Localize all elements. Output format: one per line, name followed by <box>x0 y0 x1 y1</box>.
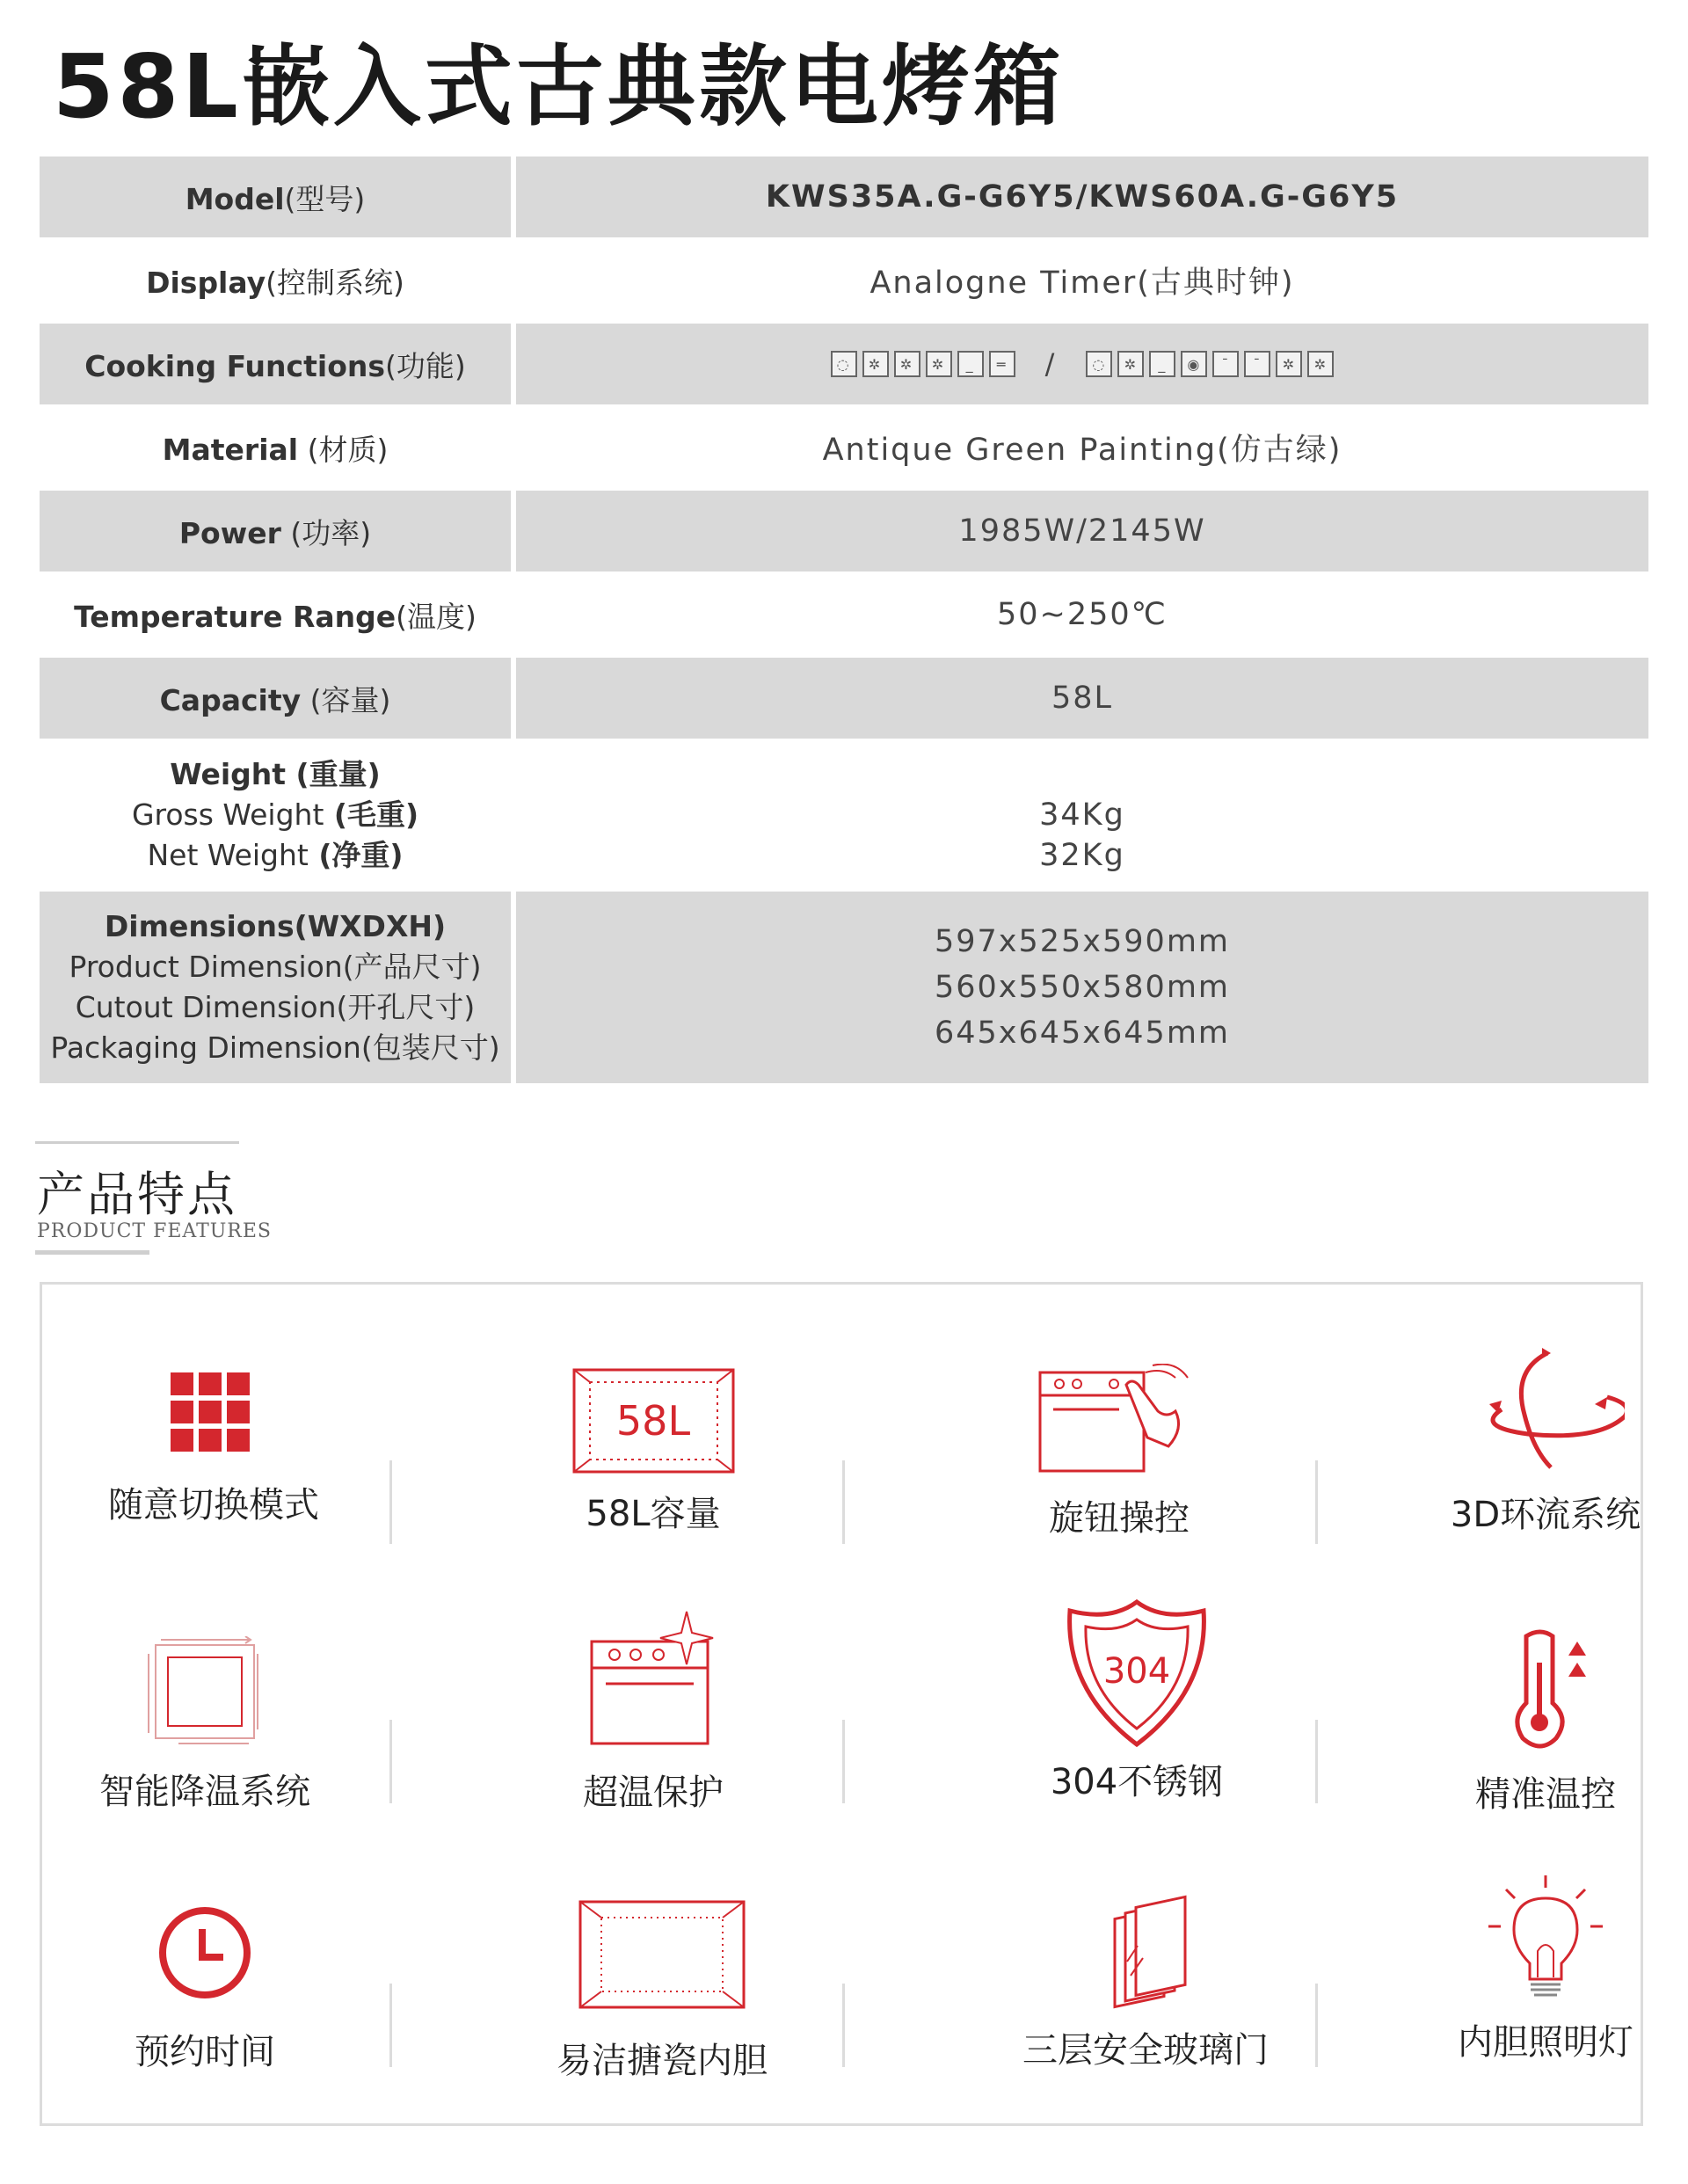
dimensions-label: Dimensions(WXDXH) Product Dimension(产品尺寸) Cutout Dimension(开孔尺寸) Packaging Dimension(包装尺寸) <box>40 892 516 1083</box>
temperature-value: 50~250℃ <box>997 597 1168 632</box>
bottom-heat-icon: _ <box>1149 351 1175 377</box>
feature-divider <box>1315 1984 1318 2067</box>
spec-row-weight <box>40 741 1648 892</box>
feature-divider <box>842 1984 845 2067</box>
functions-separator: / <box>1044 347 1057 381</box>
spec-row-model <box>40 157 1648 240</box>
display-value: Analogne Timer(古典时钟) <box>869 266 1295 301</box>
feature-divider <box>389 1720 392 1803</box>
feature-enamel: 易洁搪瓷内胆 <box>517 1900 807 2083</box>
power-value: 1985W/2145W <box>516 491 1648 571</box>
spec-row-power <box>40 491 1648 574</box>
feature-glass-door: 三层安全玻璃门 <box>1000 1891 1291 2072</box>
shield-icon <box>1062 1597 1211 1751</box>
features-panel <box>40 1282 1643 2126</box>
dimensions-value: 597x525x590mm 560x550x580mm 645x645x645mm <box>516 892 1648 1083</box>
cooking-label: Cooking Functions(功能) <box>40 324 516 404</box>
spec-row-material <box>40 407 1648 491</box>
enamel-cavity-icon <box>578 1900 746 2010</box>
top-heat-icon: ¯ <box>1212 351 1239 377</box>
model-value: KWS35A.G-G6Y5/KWS60A.G-G6Y5 <box>516 157 1648 237</box>
svg-text:304: 304 <box>1102 1651 1171 1692</box>
feature-divider <box>1315 1460 1318 1544</box>
material-label: Material (材质) <box>40 407 516 488</box>
spec-row-dimensions <box>40 892 1648 1086</box>
feature-divider <box>842 1460 845 1544</box>
feature-mode-switch: 随意切换模式 <box>69 1372 359 1527</box>
header-underline <box>35 1250 149 1255</box>
top-heat-icon: ¯ <box>1244 351 1270 377</box>
feature-precise-temp: 精准温控 <box>1401 1627 1688 1816</box>
spec-row-capacity <box>40 658 1648 741</box>
spec-row-cooking <box>40 324 1648 407</box>
weight-label: Weight (重量) Gross Weight (毛重) Net Weight (净重) <box>40 741 516 889</box>
feature-cooling: 智能降温系统 <box>60 1636 350 1814</box>
feature-knob: 旋钮操控 <box>974 1364 1264 1540</box>
fan-icon: ✲ <box>1307 351 1334 377</box>
top-bottom-heat-icon: ═ <box>989 351 1015 377</box>
header-rule <box>35 1141 239 1144</box>
features-title: 产品特点 <box>37 1167 237 1222</box>
capacity-value: 58L <box>516 658 1648 739</box>
fan-icon: ✲ <box>1117 351 1144 377</box>
capacity-box-icon <box>572 1368 735 1474</box>
feature-lamp: 内胆照明灯 <box>1401 1874 1688 2064</box>
feature-capacity: 58L 58L容量 <box>508 1368 798 1536</box>
weight-value: 34Kg 32Kg <box>1039 797 1125 873</box>
feature-divider <box>842 1720 845 1803</box>
cooling-icon <box>143 1636 266 1746</box>
power-label: Power (功率) <box>40 491 516 571</box>
feature-divider <box>389 1984 392 2067</box>
capacity-label: Capacity (容量) <box>40 658 516 739</box>
feature-overheat: 超温保护 <box>508 1610 798 1815</box>
fan-icon: ✲ <box>1276 351 1302 377</box>
spec-row-display <box>40 240 1648 324</box>
grill-fan-icon: ◌ <box>831 351 857 377</box>
3d-airflow-icon <box>1466 1346 1625 1478</box>
knob-touch-icon <box>1022 1364 1216 1478</box>
clock-icon <box>156 1904 253 2001</box>
grid-icon <box>165 1372 262 1456</box>
page-title: 58L嵌入式古典款电烤箱 <box>53 35 1065 138</box>
fan-icon: ✲ <box>926 351 952 377</box>
thermometer-icon <box>1484 1627 1607 1751</box>
spec-table <box>40 157 1648 1086</box>
lamp-icon <box>1480 1874 1612 2014</box>
circle-fan-icon: ◉ <box>1181 351 1207 377</box>
fan-icon: ✲ <box>862 351 889 377</box>
material-value: Antique Green Painting(仿古绿) <box>822 433 1342 468</box>
feature-stainless: 304 304不锈钢 <box>992 1597 1282 1804</box>
svg-text:58L: 58L <box>615 1397 690 1445</box>
features-subtitle: PRODUCT FEATURES <box>37 1220 273 1242</box>
fan-icon: ✲ <box>894 351 920 377</box>
feature-divider <box>389 1460 392 1544</box>
cooking-icons <box>516 324 1648 404</box>
overheat-oven-icon <box>583 1610 724 1751</box>
spec-row-temperature <box>40 574 1648 658</box>
glass-door-icon <box>1080 1891 1211 2010</box>
temperature-label: Temperature Range(温度) <box>40 574 516 655</box>
display-label: Display(控制系统) <box>40 240 516 321</box>
feature-timer: 预约时间 <box>60 1904 350 2074</box>
bottom-heat-icon: _ <box>957 351 984 377</box>
model-label: Model(型号) <box>40 157 516 237</box>
grill-fan-icon: ◌ <box>1086 351 1112 377</box>
feature-3d-airflow: 3D环流系统 <box>1401 1346 1688 1537</box>
feature-divider <box>1315 1720 1318 1803</box>
